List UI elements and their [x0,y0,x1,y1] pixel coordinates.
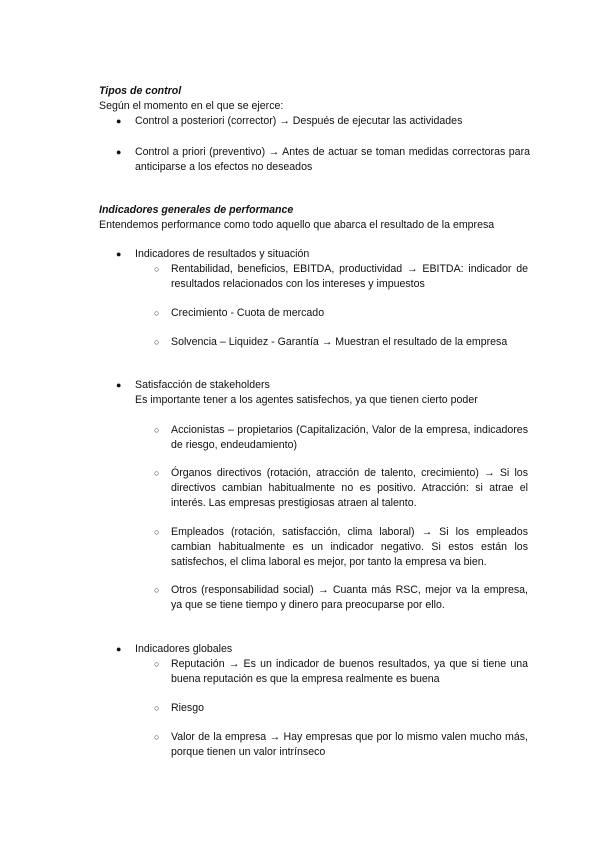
bullet-icon: ● [116,249,122,259]
sub-bullet-icon: ○ [154,659,160,669]
group-note: Es importante tener a los agentes satisfechos, ya que tienen cierto poder [135,394,478,406]
list-item: Otros (responsabilidad social) → Cuanta más RSC, mejor va la empresa, ya que se tiene tiempo y dinero para preocuparse por ello. [171,584,528,611]
sub-bullet-icon: ○ [154,703,160,713]
group-label: Indicadores globales [135,643,233,655]
sub-bullet-icon: ○ [154,732,160,742]
list-item: Control a priori (preventivo) → Antes de actuar se toman medidas correctoras para anticiparse a los efectos no deseados [135,146,530,173]
list-item: Rentabilidad, beneficios, EBITDA, productividad → EBITDA: indicador de resultados relacionados con los intereses y impuestos [171,263,528,290]
section-intro: Según el momento en el que se ejerce: [99,100,284,112]
section-title-tipos-de-control: Tipos de control [99,85,182,97]
sub-bullet-icon: ○ [154,468,160,478]
section-title-indicadores: Indicadores generales de performance [99,204,294,216]
list-item: Solvencia – Liquidez - Garantía → Muestran el resultado de la empresa [171,336,508,348]
group-label: Satisfacción de stakeholders [135,379,270,391]
list-item: Accionistas – propietarios (Capitalización, Valor de la empresa, indicadores de riesgo, endeudamiento) [171,424,528,451]
sub-bullet-icon: ○ [154,264,160,274]
sub-bullet-icon: ○ [154,308,160,318]
list-item: Control a posteriori (corrector) → Después de ejecutar las actividades [135,115,463,127]
list-item: Reputación → Es un indicador de buenos resultados, ya que si tiene una buena reputación es que la empresa realmente es buena [171,658,528,685]
sub-bullet-icon: ○ [154,337,160,347]
list-item: Órganos directivos (rotación, atracción de talento, crecimiento) → Si los directivos cambian habitualmente no es positivo. Atracción: si atrae el interés. Las empresas prestigiosas atraen al talento. [171,467,528,509]
sub-bullet-icon: ○ [154,425,160,435]
bullet-icon: ● [116,147,122,157]
bullet-icon: ● [116,380,122,390]
bullet-icon: ● [116,116,122,126]
list-item: Valor de la empresa → Hay empresas que por lo mismo valen mucho más, porque tienen un valor intrínseco [171,731,528,758]
group-label: Indicadores de resultados y situación [135,248,310,260]
bullet-icon: ● [116,644,122,654]
list-item: Empleados (rotación, satisfacción, clima laboral) → Si los empleados cambian habitualmente es un indicador negativo. Si estos están los satisfechos, el clima laboral es mejor, por tanto la empresa va bien. [171,526,528,568]
sub-bullet-icon: ○ [154,527,160,537]
section-intro: Entendemos performance como todo aquello que abarca el resultado de la empresa [99,219,495,231]
list-item: Riesgo [171,702,204,714]
sub-bullet-icon: ○ [154,585,160,595]
list-item: Crecimiento - Cuota de mercado [171,307,325,319]
